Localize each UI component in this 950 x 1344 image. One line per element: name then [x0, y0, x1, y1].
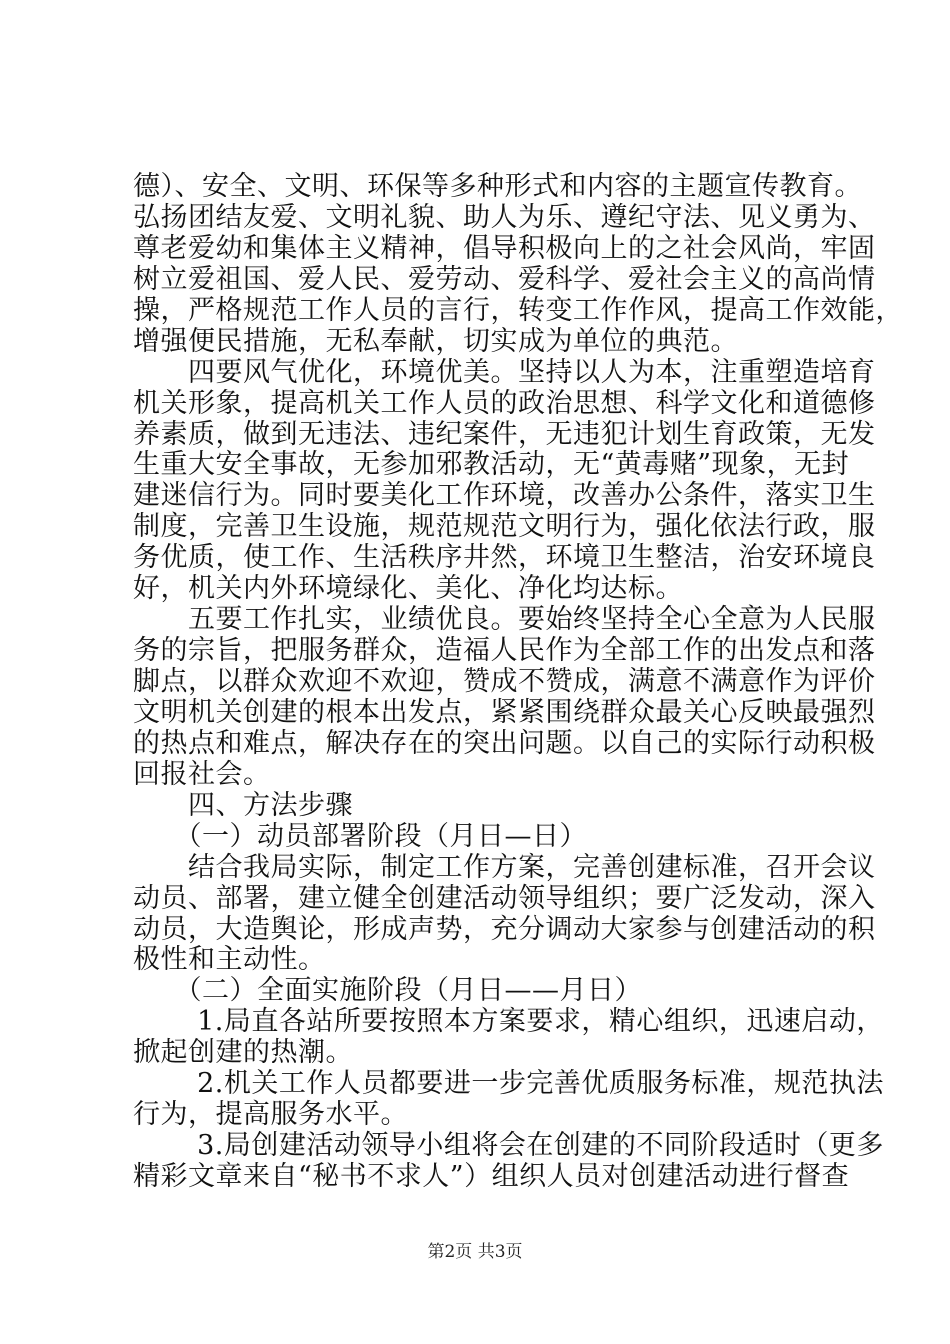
body-text-line: 弘扬团结友爱、文明礼貌、助人为乐、遵纪守法、见义勇为、	[133, 202, 876, 233]
body-text-line: 树立爱祖国、爱人民、爱劳动、爱科学、爱社会主义的高尚情	[133, 264, 876, 295]
body-text-line: 尊老爱幼和集体主义精神，倡导积极向上的之社会风尚，牢固	[133, 233, 876, 264]
page-footer: 第2页 共3页	[427, 1242, 523, 1262]
body-text-line: 机关形象，提高机关工作人员的政治思想、科学文化和道德修	[133, 388, 876, 419]
subsection-heading: （二）全面实施阶段（月日——月日）	[133, 975, 642, 1006]
body-text-line: 务优质，使工作、生活秩序井然，环境卫生整洁，治安环境良	[133, 542, 876, 573]
body-text-line: 掀起创建的热潮。	[133, 1037, 353, 1068]
body-text-line: 回报社会。	[133, 759, 271, 790]
body-text-line: 精彩文章来自“秘书不求人”）组织人员对创建活动进行督查	[133, 1161, 850, 1192]
body-text-line: 结合我局实际，制定工作方案，完善创建标准，召开会议	[133, 852, 876, 883]
body-text-line: 动员、部署，建立健全创建活动领导组织；要广泛发动，深入	[133, 883, 876, 914]
subsection-heading: （一）动员部署阶段（月日—日）	[133, 821, 587, 852]
list-item-text: 1.局直各站所要按照本方案要求，精心组织，迅速启动，	[133, 1006, 884, 1037]
body-text-line: 好，机关内外环境绿化、美化、净化均达标。	[133, 573, 683, 604]
body-text-line: 文明机关创建的根本出发点，紧紧围绕群众最关心反映最强烈	[133, 697, 876, 728]
body-text-line: 操，严格规范工作人员的言行，转变工作作风，提高工作效能，	[133, 295, 903, 326]
list-item-text: 3.局创建活动领导小组将会在创建的不同阶段适时（更多	[133, 1130, 884, 1161]
body-text-line: 脚点，以群众欢迎不欢迎，赞成不赞成，满意不满意作为评价	[133, 666, 876, 697]
body-text-line: 建迷信行为。同时要美化工作环境，改善办公条件，落实卫生	[133, 480, 876, 511]
body-text-line: 四要风气优化，环境优美。坚持以人为本，注重塑造培育	[133, 357, 876, 388]
body-text-line: 极性和主动性。	[133, 944, 326, 975]
body-text-line: 行为，提高服务水平。	[133, 1099, 408, 1130]
body-text-line: 德）、安全、文明、环保等多种形式和内容的主题宣传教育。	[133, 171, 862, 202]
body-text-line: 的热点和难点，解决存在的突出问题。以自己的实际行动积极	[133, 728, 876, 759]
body-text-line: 养素质，做到无违法、违纪案件，无违犯计划生育政策，无发	[133, 419, 876, 450]
body-text-line: 生重大安全事故，无参加邪教活动，无“黄毒赌”现象，无封	[133, 449, 850, 480]
body-text-line: 务的宗旨，把服务群众，造福人民作为全部工作的出发点和落	[133, 635, 876, 666]
list-item-text: 2.机关工作人员都要进一步完善优质服务标准，规范执法	[133, 1068, 884, 1099]
body-text-line: 增强便民措施，无私奉献，切实成为单位的典范。	[133, 326, 738, 357]
body-text-line: 制度，完善卫生设施，规范规范文明行为，强化依法行政，服	[133, 511, 876, 542]
section-heading: 四、方法步骤	[133, 790, 353, 821]
body-text-line: 五要工作扎实，业绩优良。要始终坚持全心全意为人民服	[133, 604, 876, 635]
body-text-line: 动员，大造舆论，形成声势，充分调动大家参与创建活动的积	[133, 914, 876, 945]
